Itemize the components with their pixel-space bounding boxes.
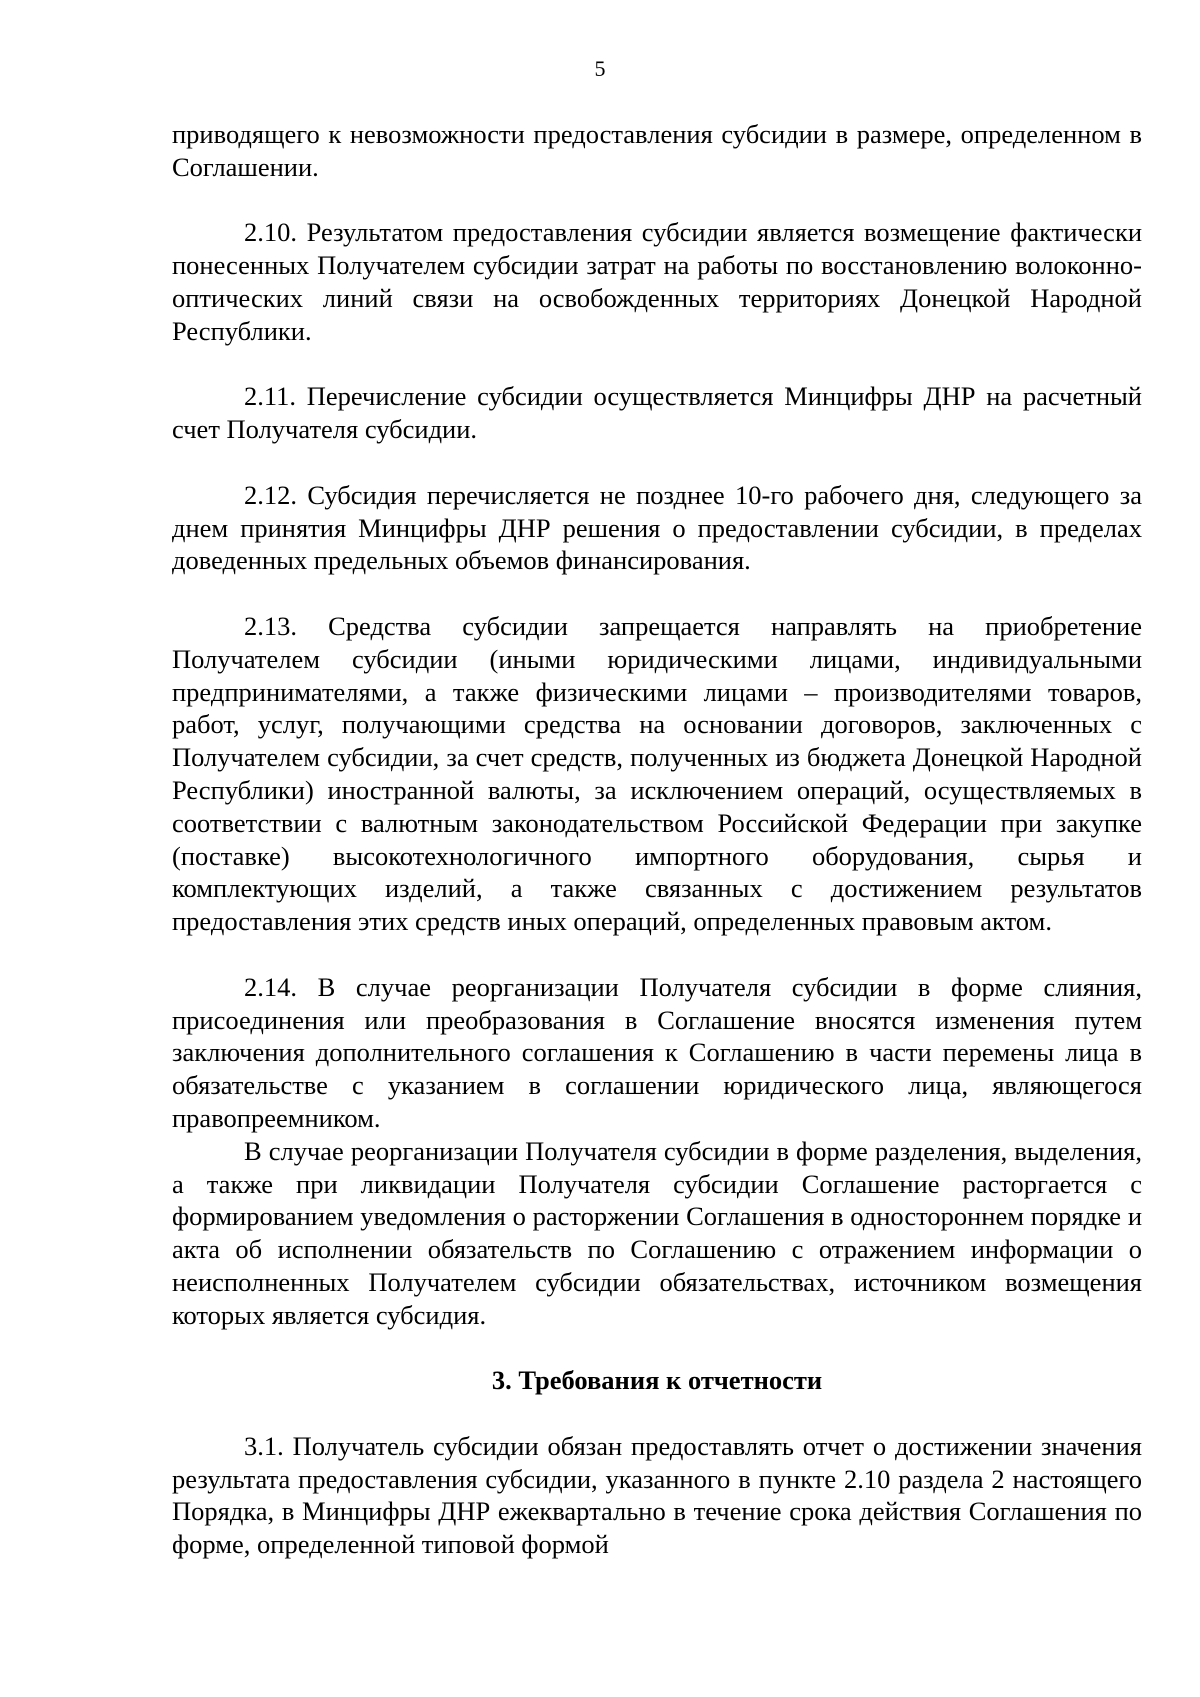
paragraph-2-14-second: В случае реорганизации Получателя субсидии в форме разделения, выделения, а также при ликвидации Получателя субсидии Соглашение расторгается с формированием уведомления о расторжении Соглашения в одностороннем порядке и акта об исполнении обязательств по Соглашению с отражением информации о неисполненных Получателем субсидии обязательствах, источником возмещения которых является субсидия. xyxy=(172,1135,1142,1330)
paragraph-2-10: 2.10. Результатом предоставления субсидии является возмещение фактически понесенных Получателем субсидии затрат на работы по восстановлению волоконно-оптических линий связи на освобожденных территориях Донецкой Народной Республики. xyxy=(172,217,1142,346)
section-3-heading: 3. Требования к отчетности xyxy=(491,1365,823,1396)
paragraph-3-1: 3.1. Получатель субсидии обязан предоставлять отчет о достижении значения результата предоставления субсидии, указанного в пункте 2.10 раздела 2 настоящего Порядка, в Минцифры ДНР ежеквартально в течение срока действия Соглашения по форме, определенной типовой формой xyxy=(172,1430,1142,1560)
paragraph-2-14: 2.14. В случае реорганизации Получателя субсидии в форме слияния, присоединения или преобразования в Соглашение вносятся изменения путем заключения дополнительного соглашения к Соглашению в части перемены лица в обязательстве с указанием в соглашении юридического лица, являющегося правопреемником. xyxy=(172,971,1142,1133)
document-body xyxy=(172,118,1142,1561)
paragraph-2-12: 2.12. Субсидия перечисляется не позднее 10-го рабочего дня, следующего за днем принятия Минцифры ДНР решения о предоставлении субсидии, в пределах доведенных предельных объемов финансирования. xyxy=(172,479,1142,576)
paragraph-2-11: 2.11. Перечисление субсидии осуществляется Минцифры ДНР на расчетный счет Получателя субсидии. xyxy=(172,381,1142,445)
paragraph-continuation: приводящего к невозможности предоставления субсидии в размере, определенном в Соглашении. xyxy=(172,119,1142,182)
paragraph-2-13: 2.13. Средства субсидии запрещается направлять на приобретение Получателем субсидии (иными юридическими лицами, индивидуальными предпринимателями, а также физическими лицами – производителями товаров, работ, услуг, получающими средства на основании договоров, заключенных с Получателем субсидии, за счет средств, полученных из бюджета Донецкой Народной Республики) иностранной валюты, за исключением операций, осуществляемых в соответствии с валютным законодательством Российской Федерации при закупке (поставке) высокотехнологичного импортного оборудования, сырья и комплектующих изделий, а также связанных с достижением результатов предоставления этих средств иных операций, определенных правовым актом. xyxy=(172,610,1142,937)
page-number: 5 xyxy=(594,56,606,81)
